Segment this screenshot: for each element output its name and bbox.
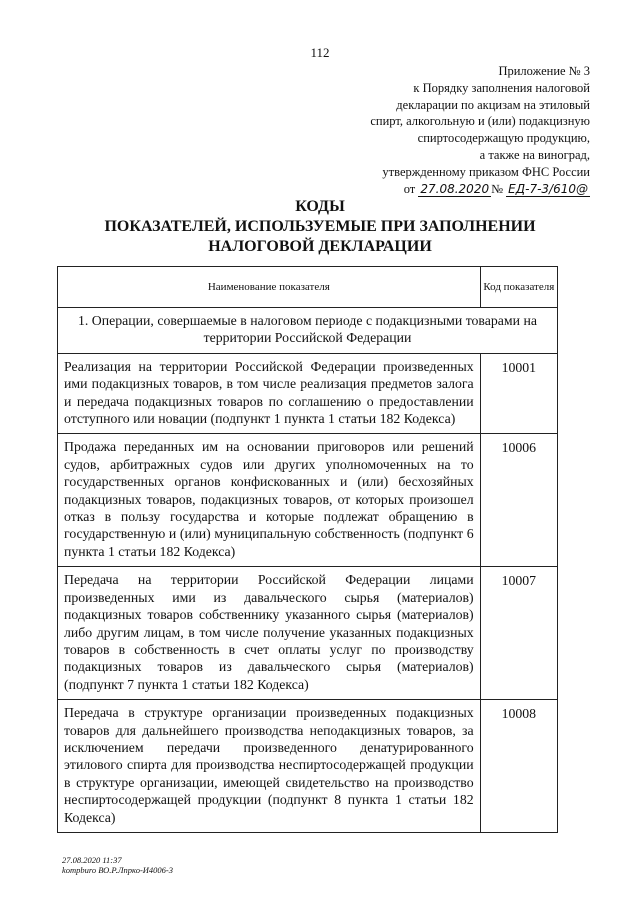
footer-document-ref: kompburo ВО.Р.Лпрко-И4006-3 (62, 865, 174, 875)
appendix-line: Приложение № 3 (498, 64, 590, 78)
row-name: Передача в структуре организации произведенных подакцизных товаров для дальнейшего производства неподакцизных товаров, за исключением передачи произведенного денатурированного этилового спирта для производства неспиртосодержащей продукции в структуре организации, имеющей свидетельство на производство неспиртосодержащей продукции (подпункт 8 пункта 1 статьи 182 Кодекса) (58, 700, 481, 833)
header-code: Код показателя (480, 267, 557, 308)
table-header-row (58, 267, 558, 308)
row-name: Реализация на территории Российской Федерации произведенных ими подакцизных товаров, в том числе реализация предметов залога и передача подакцизных товаров по соглашению о предоставлении отступного или новации (подпункт 1 пункта 1 статьи 182 Кодекса) (58, 353, 481, 434)
title-line: ПОКАЗАТЕЛЕЙ, ИСПОЛЬЗУЕМЫЕ ПРИ ЗАПОЛНЕНИИ (104, 218, 536, 235)
table-row (58, 700, 558, 833)
header-name: Наименование показателя (58, 267, 481, 308)
document-title (0, 197, 640, 257)
date-prefix: от (403, 181, 416, 196)
section-title: 1. Операции, совершаемые в налоговом периоде с подакцизными товарами на территории Российской Федерации (58, 308, 558, 354)
row-code: 10006 (480, 434, 557, 567)
order-number: ЕД-7-3/610@ (508, 181, 588, 196)
table-row (58, 434, 558, 567)
row-name: Продажа переданных им на основании приговоров или решений судов, арбитражных судов или других уполномоченных на то государственных органов конфискованных и (или) бесхозяйных подакцизных товаров, подакцизных товаров, от которых произошел отказ в пользу государства и которые подлежат обращению в государственную и (или) муниципальную собственность (подпункт 6 пункта 1 статьи 182 Кодекса) (58, 434, 481, 567)
page-number: 112 (310, 45, 330, 60)
number-label: № (491, 181, 504, 196)
order-reference (290, 181, 590, 198)
row-name: Передача на территории Российской Федерации лицами произведенных ими из давальческого сырья (материалов) подакцизных товаров собственнику указанного сырья (материалов) либо другим лицам, в том числе получение указанных подакцизных товаров в собственность в счет оплаты услуг по производству подакцизных товаров из давальческого сырья (материалов) (подпункт 7 пункта 1 статьи 182 Кодекса) (58, 567, 481, 700)
table-row (58, 567, 558, 700)
row-code: 10007 (480, 567, 557, 700)
appendix-line: спиртосодержащую продукцию, (417, 131, 590, 146)
appendix-line: утвержденному приказом ФНС России (382, 164, 590, 179)
title-line: НАЛОГОВОЙ ДЕКЛАРАЦИИ (208, 238, 432, 255)
order-date: 27.08.2020 (420, 181, 490, 196)
row-code: 10008 (480, 700, 557, 833)
title-line: КОДЫ (295, 198, 345, 215)
table-row (58, 353, 558, 434)
appendix-block (290, 63, 590, 197)
row-code: 10001 (480, 353, 557, 434)
footer-timestamp: 27.08.2020 11:37 (62, 855, 122, 865)
appendix-line: к Порядку заполнения налоговой (413, 80, 590, 95)
appendix-line: а также на виноград, (479, 147, 590, 162)
appendix-line: декларации по акцизам на этиловый (396, 97, 590, 112)
appendix-line: спирт, алкогольную и (или) подакцизную (370, 114, 590, 129)
section-row (58, 308, 558, 354)
codes-table (57, 266, 558, 833)
footer (62, 855, 173, 875)
